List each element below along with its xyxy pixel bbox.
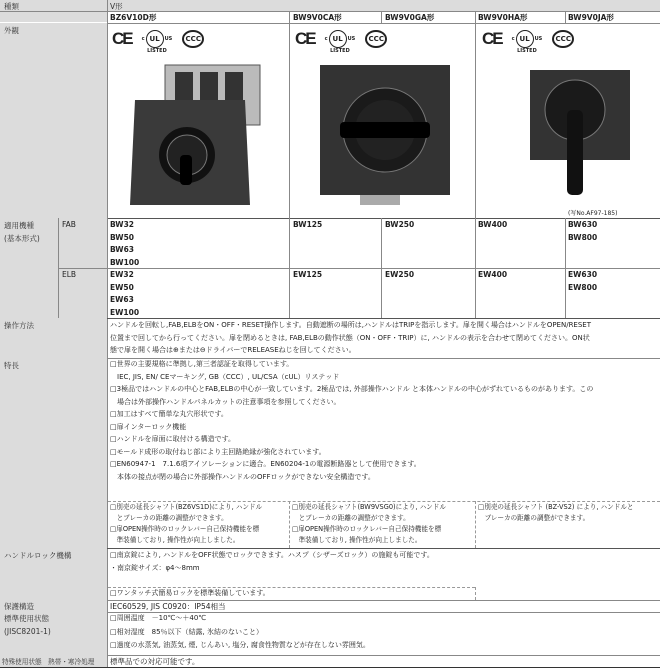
feature-col-2: □別売の延長シャフト(BW9VSG0)により, ハンドル とブレーカの距離の調整ができます。 □扉OPEN操作時のロックレバー自己保持機能を標 準装備しており, 操作性が向上しました。 <box>292 503 446 544</box>
ccc-mark-icon: CCC <box>365 30 387 48</box>
cert-marks-3 <box>482 30 574 54</box>
conditions-list: □周囲温度 －10℃～＋40℃ □相対湿度 85％以下（結露, 氷結のないこと） □過度の水蒸気, 油蒸気, 煙, じんあい, 塩分, 腐食性物質などが存在しない雰囲気。 <box>110 614 370 649</box>
cert-marks-2 <box>295 30 387 54</box>
conditions-label: 標準使用状態 (JISC8201-1) <box>0 612 107 655</box>
fab-models-2: BW125 <box>293 220 323 229</box>
feature-col-3: □別売の延長シャフト (BZ-VS2) により, ハンドルと ブレーカの距離の調整ができます。 <box>478 503 634 522</box>
ce-mark-icon: CE <box>482 29 502 48</box>
feature-col-1: □別売の延長シャフト(BZ6VS1D)により, ハンドル とブレーカの距離の調整ができます。 □扉OPEN操作時のロックレバー自己保持機能を標 準装備しており, 操作性が向上しました。 <box>110 503 263 544</box>
elb-models-3: EW250 <box>385 270 415 279</box>
listed-text: LISTED <box>517 48 537 54</box>
fab-models-4: BW400 <box>478 220 508 229</box>
ul-listed-icon: c UL US LISTED <box>142 30 173 54</box>
cert-marks-1 <box>112 30 204 54</box>
listed-text: LISTED <box>147 48 167 54</box>
label-blank <box>0 11 107 22</box>
protection-label: 保護構造 <box>0 600 107 612</box>
ccc-mark-icon: CCC <box>182 30 204 48</box>
model-bw9v0ha: BW9V0HA形 <box>478 13 528 22</box>
lock-label: ハンドルロック機構 <box>0 548 107 600</box>
fab-models-3: BW250 <box>385 220 415 229</box>
elb-models-4: EW400 <box>478 270 508 279</box>
features-label: 特長 <box>0 358 107 548</box>
product-photo-bw9v0ca <box>300 60 470 210</box>
model-bw9v0ja: BW9V0JA形 <box>568 13 614 22</box>
special-value: 標準品での対応可能です。 <box>110 657 200 666</box>
operation-label: 操作方法 <box>0 318 107 358</box>
elb-models-5: EW630 EW800 <box>568 270 598 292</box>
special-label: 特殊使用状態 熱帯・寒冷処理 <box>0 655 107 668</box>
ce-mark-icon: CE <box>295 29 315 48</box>
fab-label: FAB <box>62 220 76 229</box>
applicable-label: 適用機種 (基本形式) <box>0 218 107 318</box>
elb-models-1: EW32 EW50 EW63 EW100 <box>110 270 140 317</box>
product-photo-bz6v10d <box>125 60 275 210</box>
listed-text: LISTED <box>330 48 350 54</box>
photo-caption: (写No.AF97-185) <box>568 210 618 217</box>
operation-text: ハンドルを回転し,FAB,ELBをON・OFF・RESET操作します。自動遮断の場所は,ハンドルはTRIPを指示します。扉を開く場合はハンドルをOPEN/RESET 位置まで回してから行ってください。扉を閉めるときは, FAB,ELBの動作状態（ON・OFF・TRIP）に, ハンドルの表示を合わせて閉めてください。ON状 態で扉を開く場合は⊕または⊖ドライバーでRELEASEねじを回してください。 <box>110 321 591 354</box>
ccc-mark-icon: CCC <box>552 30 574 48</box>
lock-extra: □ワンタッチ式簡易ロックを標準装備しています。 <box>110 589 270 597</box>
model-bz6v10d: BZ6V10D形 <box>110 13 157 22</box>
model-bw9v0ca: BW9V0CA形 <box>293 13 342 22</box>
header-row <box>0 0 660 11</box>
elb-label: ELB <box>62 270 77 279</box>
ul-listed-icon: c UL US LISTED <box>512 30 543 54</box>
fab-models-1: BW32 BW50 BW63 BW100 <box>110 220 140 267</box>
ul-listed-icon: c UL US LISTED <box>325 30 356 54</box>
lock-text: □南京錠により, ハンドルをOFF状態でロックできます。ハスプ（シザーズロック）の施錠も可能です。 ・南京錠サイズ：φ4～8mm <box>110 551 434 572</box>
type-value: V形 <box>110 2 123 11</box>
ce-mark-icon: CE <box>112 29 132 48</box>
fab-models-5: BW630 BW800 <box>568 220 598 242</box>
model-bw9v0ga: BW9V0GA形 <box>385 13 435 22</box>
elb-models-2: EW125 <box>293 270 323 279</box>
product-photo-bw9v0ha <box>520 60 640 210</box>
features-list: □世界の主要規格に準拠し,第三者認証を取得しています。 IEC, JIS, EN/ CEマーキング, GB（CCC）, UL/CSA（cUL）リステッド □3極品ではハンドルの中心とFAB,ELBの中心が一致しています。2極品では, 外部操作ハンドル と本体ハンドルの中心がずれているものがあります。この 場合は外部操作ハンドルパネルカットの注意事項を参照してください。 □加工はすべて簡単な丸穴形状です。 □扉インターロック機能 □ハンドルを扉面に取付ける構造です。 □モールド成形の取付ねじ部により主回路絶縁が強化されています。 □EN60947-1 7.1.6項アイソレーションに適合。EN60204-1の電源断路器として使用できます。 本体の接点が閉の場合に外部操作ハンドルのOFFロックができない安全構造です。 <box>110 360 594 481</box>
protection-value: IEC60529, JIS C0920：IP54相当 <box>110 602 226 611</box>
appearance-label: 外観 <box>0 23 107 218</box>
type-label: 種類 <box>4 2 19 11</box>
